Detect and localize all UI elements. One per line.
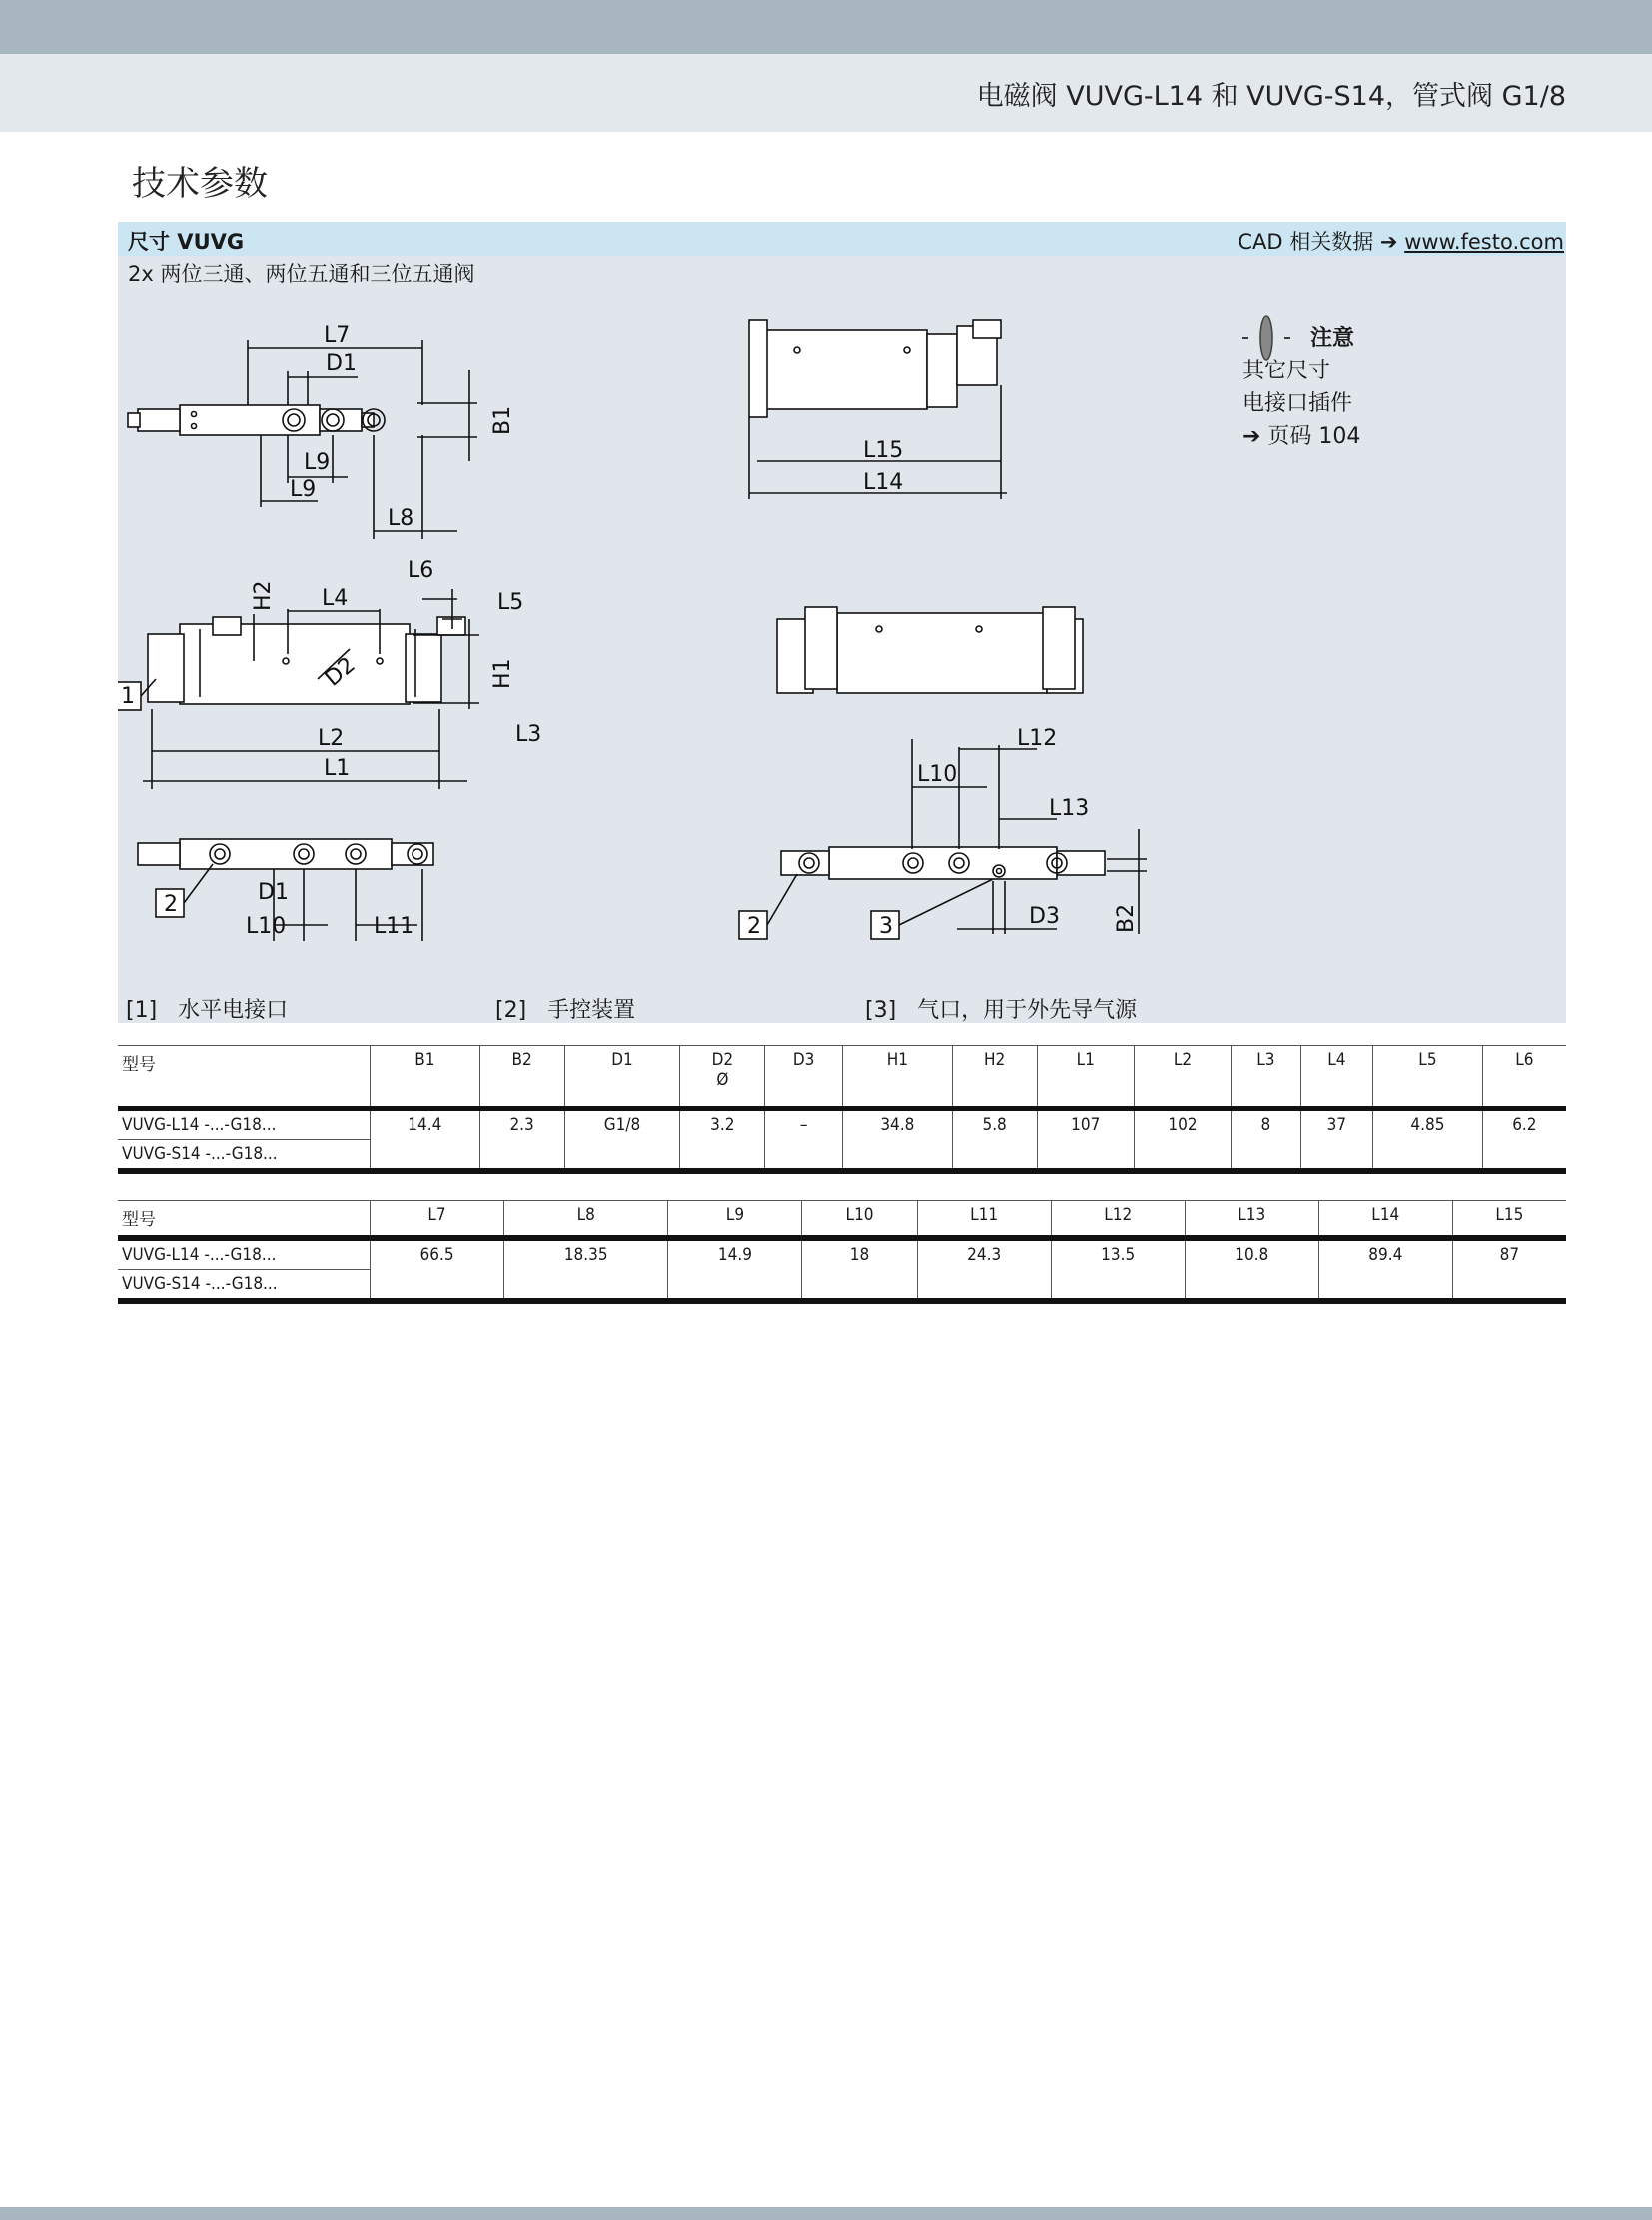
value-cell: 5.8 xyxy=(952,1109,1037,1171)
dim-label-L8: L8 xyxy=(388,506,414,531)
cad-data-label xyxy=(1238,226,1564,256)
value-cell: 24.3 xyxy=(917,1238,1051,1301)
col-header-model: 型号 xyxy=(118,1201,371,1239)
legend-num: [2] xyxy=(495,998,527,1023)
dim-label-D1-b: D1 xyxy=(258,880,289,905)
col-header-L4: L4 xyxy=(1300,1046,1373,1110)
note-title: 注意 xyxy=(1310,326,1355,351)
dim-label-L1: L1 xyxy=(324,756,351,781)
dim-label-H1: H1 xyxy=(490,658,515,689)
value-cell: 6.2 xyxy=(1482,1109,1566,1171)
note-line: 其它尺寸 xyxy=(1242,359,1331,383)
legend-text: 水平电接口 xyxy=(178,998,289,1023)
dim-label-L13: L13 xyxy=(1049,796,1090,821)
model-cell: VUVG-S14 -...-G18... xyxy=(118,1270,371,1302)
value-cell: 10.8 xyxy=(1185,1238,1318,1301)
drawing-front-view xyxy=(118,589,479,789)
legend-num: [3] xyxy=(865,998,897,1023)
note-line-page-ref[interactable]: ➔ 页码 104 xyxy=(1242,424,1361,449)
col-header-H1: H1 xyxy=(843,1046,953,1110)
model-cell: VUVG-S14 -...-G18... xyxy=(118,1140,371,1172)
note-line: 电接口插件 xyxy=(1242,391,1353,416)
legend-num: [1] xyxy=(126,998,158,1023)
callout-2-b: 2 xyxy=(747,914,761,939)
col-header-L3: L3 xyxy=(1232,1046,1300,1110)
dim-label-L5: L5 xyxy=(497,590,524,615)
cad-link[interactable]: www.festo.com xyxy=(1404,230,1564,254)
col-header-L7: L7 xyxy=(371,1201,504,1239)
value-cell: 89.4 xyxy=(1318,1238,1452,1301)
dim-label-L10-b: L10 xyxy=(917,762,958,787)
value-cell: 18.35 xyxy=(504,1238,668,1301)
dim-label-L6: L6 xyxy=(408,558,434,583)
cad-text: CAD 相关数据 ➔ xyxy=(1238,230,1398,254)
dim-label-B1: B1 xyxy=(490,405,515,435)
col-header-L10: L10 xyxy=(802,1201,917,1239)
col-header-L6: L6 xyxy=(1482,1046,1566,1110)
value-cell: 107 xyxy=(1037,1109,1134,1171)
value-cell: 14.4 xyxy=(371,1109,480,1171)
value-cell: 34.8 xyxy=(843,1109,953,1171)
dim-label-L14: L14 xyxy=(863,470,904,495)
value-cell: 2.3 xyxy=(479,1109,564,1171)
page-header-title: 电磁阀 VUVG-L14 和 VUVG-S14，管式阀 G1/8 xyxy=(976,81,1566,112)
note-box xyxy=(1242,322,1360,453)
col-header-L11: L11 xyxy=(917,1201,1051,1239)
dim-label-L2: L2 xyxy=(318,726,345,751)
model-cell: VUVG-L14 -...-G18... xyxy=(118,1109,371,1140)
bottom-bar xyxy=(0,2207,1652,2220)
dim-label-L3: L3 xyxy=(515,722,542,747)
value-cell: 14.9 xyxy=(668,1238,802,1301)
col-header-L13: L13 xyxy=(1185,1201,1318,1239)
value-cell: 18 xyxy=(802,1238,917,1301)
dim-label-L9-a: L9 xyxy=(304,450,331,475)
value-cell: 87 xyxy=(1452,1238,1566,1301)
col-header-D1: D1 xyxy=(564,1046,680,1110)
section-title: 技术参数 xyxy=(132,164,268,204)
value-cell: G1/8 xyxy=(564,1109,680,1171)
col-header-L9: L9 xyxy=(668,1201,802,1239)
col-header-D3: D3 xyxy=(765,1046,843,1110)
col-header-L14: L14 xyxy=(1318,1201,1452,1239)
col-header-L1: L1 xyxy=(1037,1046,1134,1110)
model-cell: VUVG-L14 -...-G18... xyxy=(118,1238,371,1270)
dim-label-L15: L15 xyxy=(863,438,904,463)
spec-table-1 xyxy=(118,1045,1566,1174)
dim-label-H2: H2 xyxy=(251,580,276,611)
dim-label-B2: B2 xyxy=(1114,903,1139,933)
col-header-L5: L5 xyxy=(1373,1046,1483,1110)
col-header-H2: H2 xyxy=(952,1046,1037,1110)
col-header-B2: B2 xyxy=(479,1046,564,1110)
col-header-B1: B1 xyxy=(371,1046,480,1110)
legend-item-3 xyxy=(865,993,1137,1024)
top-bar xyxy=(0,0,1652,54)
col-header-L8: L8 xyxy=(504,1201,668,1239)
dim-label-L7: L7 xyxy=(324,323,351,348)
table-row xyxy=(118,1109,1566,1140)
dim-label-L11: L11 xyxy=(374,914,414,939)
value-cell: 8 xyxy=(1232,1109,1300,1171)
value-cell: – xyxy=(765,1109,843,1171)
table-row xyxy=(118,1238,1566,1270)
value-cell: 3.2 xyxy=(680,1109,765,1171)
dim-label-D3: D3 xyxy=(1029,904,1060,929)
drawing-front-view-2 xyxy=(777,607,1083,693)
d2-label: D2 xyxy=(711,1050,734,1070)
d2-sub: Ø xyxy=(716,1070,729,1090)
spec-table-2 xyxy=(118,1200,1566,1304)
dim-label-L12: L12 xyxy=(1017,726,1058,751)
callout-2-a: 2 xyxy=(164,892,178,917)
dimensions-title: 尺寸 VUVG xyxy=(128,230,245,254)
legend-text: 气口，用于外先导气源 xyxy=(917,998,1138,1023)
col-header-L15: L15 xyxy=(1452,1201,1566,1239)
dim-label-L9-b: L9 xyxy=(290,477,317,502)
dim-label-L10-a: L10 xyxy=(246,914,287,939)
col-header-D2 xyxy=(680,1046,765,1110)
legend-item-2 xyxy=(495,993,635,1024)
legend-text: 手控装置 xyxy=(547,998,636,1023)
col-header-L12: L12 xyxy=(1051,1201,1185,1239)
value-cell: 37 xyxy=(1300,1109,1373,1171)
legend-item-1 xyxy=(126,993,288,1024)
dim-label-D1: D1 xyxy=(326,351,357,375)
value-cell: 66.5 xyxy=(371,1238,504,1301)
drawing-top-view xyxy=(128,340,477,539)
value-cell: 102 xyxy=(1134,1109,1231,1171)
col-header-L2: L2 xyxy=(1134,1046,1231,1110)
value-cell: 13.5 xyxy=(1051,1238,1185,1301)
value-cell: 4.85 xyxy=(1373,1109,1483,1171)
callout-3: 3 xyxy=(879,914,893,939)
dim-label-L4: L4 xyxy=(322,586,349,611)
col-header-model: 型号 xyxy=(118,1046,371,1110)
dimensions-subtitle: 2x 两位三通、两位五通和三位五通阀 xyxy=(128,262,475,286)
callout-1: 1 xyxy=(121,684,135,709)
dim-label-D2: D2 xyxy=(320,652,361,692)
